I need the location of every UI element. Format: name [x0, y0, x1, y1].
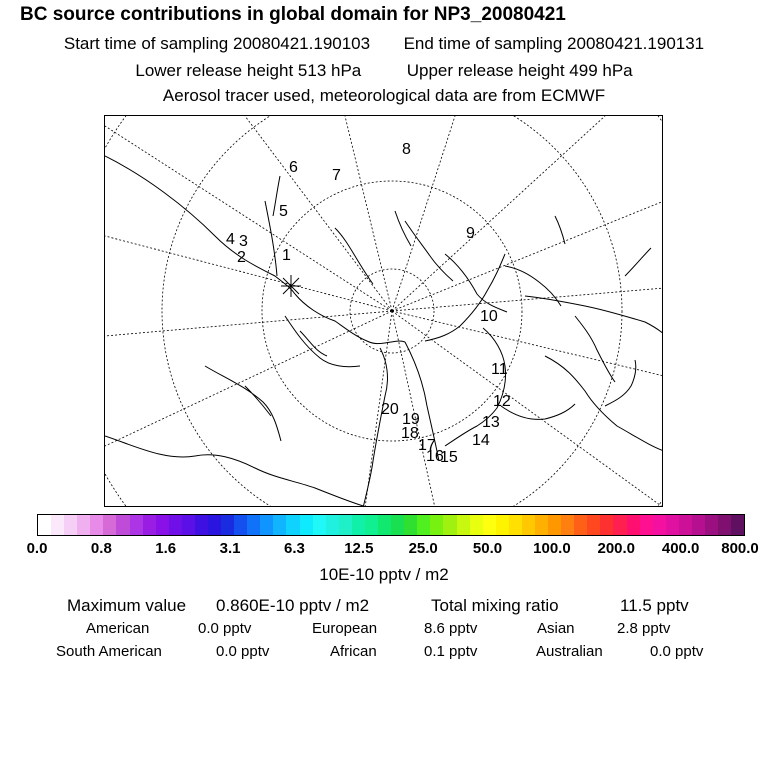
coastline — [205, 366, 281, 441]
colorbar-cell — [116, 515, 129, 535]
colorbar-unit: 10E-10 pptv / m2 — [319, 565, 449, 584]
colorbar-cell — [587, 515, 600, 535]
coastlines — [105, 156, 663, 507]
colorbar-cell — [208, 515, 221, 535]
colorbar-cell — [300, 515, 313, 535]
colorbar-cell — [182, 515, 195, 535]
colorbar-cell — [64, 515, 77, 535]
colorbar-cell — [705, 515, 718, 535]
coastline — [105, 436, 370, 507]
meridian — [105, 236, 392, 311]
colorbar-cell — [430, 515, 443, 535]
start-time-value: 20080421.190103 — [233, 34, 371, 53]
colorbar-tick-label: 12.5 — [344, 540, 374, 557]
meridian — [392, 116, 605, 311]
traj-label: 9 — [466, 225, 475, 242]
coastline — [605, 360, 636, 406]
colorbar-cell — [273, 515, 286, 535]
release-height-line — [0, 61, 768, 81]
graticule — [105, 116, 663, 507]
traj-label: 12 — [493, 393, 511, 410]
colorbar-cell — [156, 515, 169, 535]
colorbar-cell — [90, 515, 103, 535]
colorbar-cell — [417, 515, 430, 535]
plot-title: BC source contributions in global domain for NP3_20080421 — [20, 4, 566, 25]
meridian — [105, 126, 392, 311]
traj-label: 16 — [426, 448, 444, 465]
colorbar-tick-label: 6.3 — [284, 540, 305, 557]
meridian — [392, 311, 663, 507]
max-value: 0.860E-10 pptv / m2 — [216, 596, 370, 615]
colorbar-cell — [234, 515, 247, 535]
traj-label: 13 — [482, 414, 500, 431]
coastline — [265, 176, 280, 276]
colorbar-cell — [339, 515, 352, 535]
traj-label: 3 — [239, 233, 248, 250]
colorbar-cell — [169, 515, 182, 535]
coastline — [545, 356, 663, 451]
coastline — [105, 156, 295, 294]
colorbar-cell — [483, 515, 496, 535]
coastline — [285, 316, 360, 367]
asian-label: Asian — [537, 620, 575, 637]
traj-label: 11 — [491, 361, 508, 378]
end-time-value: 20080421.190131 — [567, 34, 705, 53]
colorbar-cell — [692, 515, 705, 535]
traj-label: 5 — [279, 203, 288, 220]
colorbar-tick-label: 200.0 — [597, 540, 636, 557]
colorbar-cell — [470, 515, 483, 535]
colorbar-cell — [457, 515, 470, 535]
colorbar-cell — [38, 515, 51, 535]
traj-label: 1 — [282, 247, 291, 264]
traj-label: 10 — [480, 308, 498, 325]
coastline — [335, 228, 373, 284]
colorbar-cell — [77, 515, 90, 535]
colorbar-cell — [535, 515, 548, 535]
colorbar-cell — [286, 515, 299, 535]
coastline — [425, 254, 505, 341]
south-american-value: 0.0 pptv — [216, 643, 270, 660]
meridian — [392, 311, 663, 376]
colorbar-cell — [600, 515, 613, 535]
traj-label: 18 — [401, 425, 419, 442]
traj-label: 8 — [402, 141, 411, 158]
upper-height-label: Upper release height — [406, 61, 565, 80]
colorbar-cell — [130, 515, 143, 535]
colorbar-cell — [522, 515, 535, 535]
colorbar-cell — [718, 515, 731, 535]
meridian — [345, 116, 392, 311]
upper-height-value: 499 hPa — [569, 61, 633, 80]
african-value: 0.1 pptv — [424, 643, 478, 660]
colorbar-cell — [640, 515, 653, 535]
traj-label: 14 — [472, 432, 490, 449]
american-value: 0.0 pptv — [198, 620, 252, 637]
asian-value: 2.8 pptv — [617, 620, 671, 637]
colorbar-cell — [574, 515, 587, 535]
traj-label: 7 — [332, 167, 341, 184]
end-time-label: End time of sampling — [403, 34, 563, 53]
meridian — [392, 201, 663, 311]
sampling-time-line — [0, 34, 768, 54]
colorbar-tick-label: 0.0 — [26, 540, 48, 557]
coastline — [555, 216, 651, 276]
colorbar-tick-label: 100.0 — [533, 540, 571, 557]
australian-value: 0.0 pptv — [650, 643, 704, 660]
colorbar-tick-label: 25.0 — [408, 540, 438, 557]
traj-label: 15 — [440, 449, 458, 466]
colorbar-cell — [613, 515, 626, 535]
colorbar-cell — [195, 515, 208, 535]
colorbar-cell — [391, 515, 404, 535]
tracer-note: Aerosol tracer used, meteorological data are from ECMWF — [162, 86, 606, 105]
total-mixing-value: 11.5 pptv — [620, 596, 689, 615]
european-value: 8.6 pptv — [424, 620, 478, 637]
coastline — [445, 254, 507, 312]
traj-label: 2 — [237, 249, 246, 266]
colorbar-cell — [666, 515, 679, 535]
traj-label: 19 — [402, 411, 420, 428]
colorbar-tick-label: 0.8 — [90, 540, 112, 557]
coastline — [575, 316, 615, 382]
colorbar-cell — [404, 515, 417, 535]
max-value-label: Maximum value — [67, 596, 187, 615]
colorbar-cell — [365, 515, 378, 535]
african-label: African — [330, 643, 377, 660]
traj-label: 20 — [381, 401, 399, 418]
traj-label: 6 — [289, 159, 298, 176]
colorbar-cell — [548, 515, 561, 535]
total-mixing-label: Total mixing ratio — [431, 596, 559, 615]
colorbar-cell — [247, 515, 260, 535]
colorbar-tick-label: 400.0 — [661, 540, 700, 557]
colorbar-cell — [103, 515, 116, 535]
colorbar-cell — [443, 515, 456, 535]
colorbar-cell — [352, 515, 365, 535]
colorbar-cell — [653, 515, 666, 535]
lower-height-value: 513 hPa — [297, 61, 362, 80]
colorbar-cell — [679, 515, 692, 535]
lower-height-label: Lower release height — [135, 61, 294, 80]
start-time-label: Start time of sampling — [63, 34, 229, 53]
star-icon — [281, 275, 301, 297]
colorbar-cell — [313, 515, 326, 535]
australian-label: Australian — [536, 643, 603, 660]
european-label: European — [312, 620, 378, 637]
coastline — [525, 296, 663, 334]
colorbar-cell — [143, 515, 156, 535]
colorbar-cell — [378, 515, 391, 535]
polar-map — [104, 115, 663, 507]
colorbar-cell — [627, 515, 640, 535]
colorbar-cell — [731, 515, 744, 535]
colorbar — [37, 514, 745, 536]
south-american-label: South American — [56, 643, 162, 660]
colorbar-tick-label: 50.0 — [472, 540, 503, 557]
colorbar-cell — [561, 515, 574, 535]
meridian — [105, 311, 392, 336]
colorbar-cell — [496, 515, 509, 535]
trajectory-labels — [226, 141, 511, 466]
colorbar-tick-label: 3.1 — [219, 540, 241, 557]
colorbar-cell — [509, 515, 522, 535]
colorbar-cell — [51, 515, 64, 535]
colorbar-cell — [260, 515, 273, 535]
colorbar-tick-label: 800.0 — [721, 540, 759, 557]
colorbar-cell — [326, 515, 339, 535]
traj-label: 4 — [226, 231, 235, 248]
colorbar-cell — [221, 515, 234, 535]
colorbar-tick-label: 1.6 — [155, 540, 177, 557]
american-label: American — [86, 620, 150, 637]
traj-label: 17 — [418, 437, 436, 454]
map-canvas — [105, 116, 663, 507]
